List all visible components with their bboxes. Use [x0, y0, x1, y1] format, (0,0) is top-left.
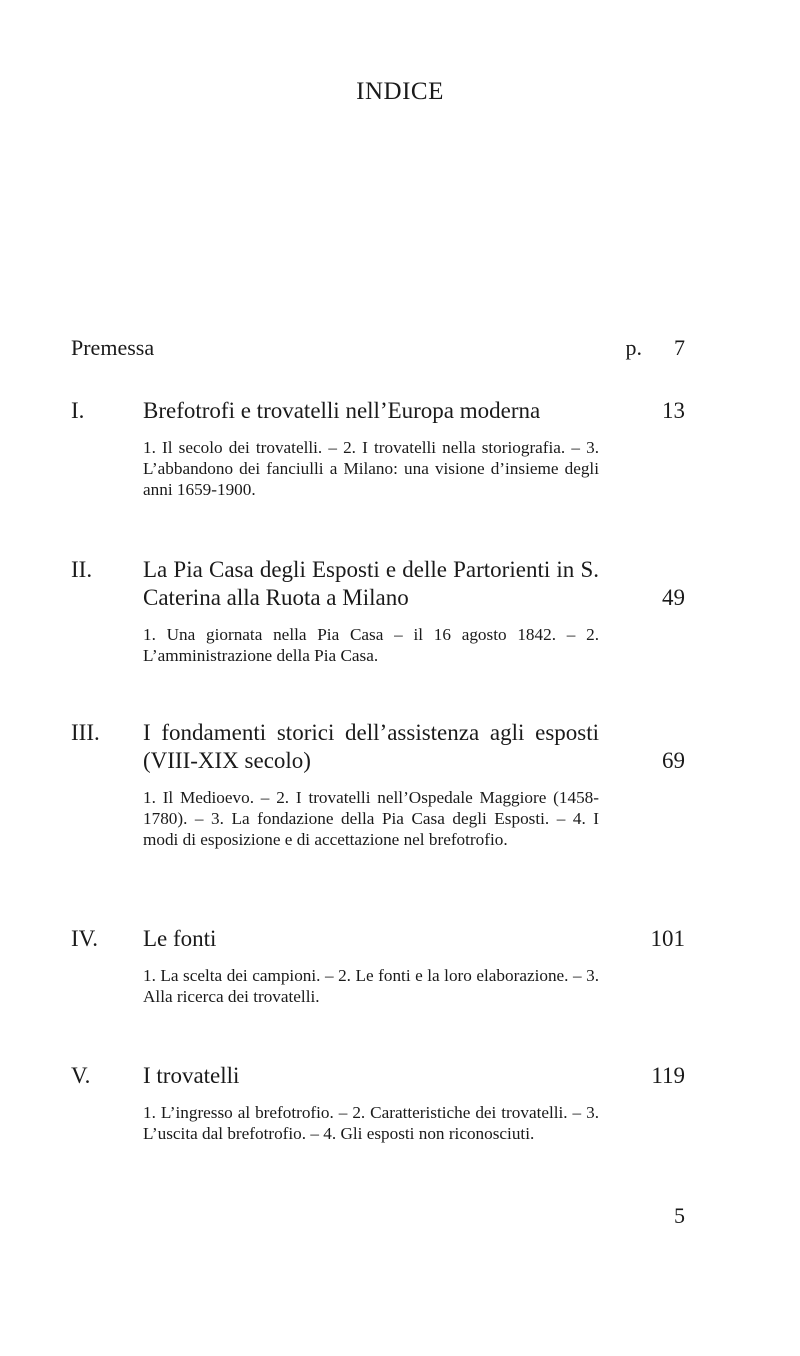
chapter-subsections: 1. Il Medioevo. – 2. I trovatelli nell’Ospedale Maggiore (1458-1780). – 3. La fondazione della Pia Casa degli Esposti. – 4. I modi di esposizione e di accettazione nel brefotrofio.	[143, 788, 599, 849]
chapter-title: Brefotrofi e trovatelli nell’Europa moderna	[143, 398, 541, 423]
chapter-number: II.	[71, 557, 93, 582]
chapter-page: 101	[650, 926, 685, 951]
chapter-number: IV.	[71, 926, 99, 951]
page-number: 5	[674, 1203, 685, 1228]
chapter-title: I fondamenti storici dell’assistenza agli esposti (VIII-XIX secolo)	[143, 720, 599, 773]
chapter-page: 119	[651, 1063, 685, 1088]
toc-chapter-5[interactable]	[71, 1062, 685, 1144]
toc-chapter-3[interactable]	[71, 719, 685, 850]
toc-chapter-4[interactable]	[71, 925, 685, 1007]
chapter-title: La Pia Casa degli Esposti e delle Partorienti in S. Caterina alla Ruota a Milano	[143, 557, 599, 610]
chapter-subsections: 1. Una giornata nella Pia Casa – il 16 agosto 1842. – 2. L’amministrazione della Pia Casa.	[143, 625, 599, 665]
chapter-subsections: 1. L’ingresso al brefotrofio. – 2. Caratteristiche dei trovatelli. – 3. L’uscita dal brefotrofio. – 4. Gli esposti non riconosciuti.	[143, 1103, 599, 1143]
chapter-title: Le fonti	[143, 926, 217, 951]
page-prefix: p.	[625, 335, 642, 360]
chapter-page: 49	[662, 585, 685, 610]
chapter-title: I trovatelli	[143, 1063, 240, 1088]
premessa-label: Premessa	[71, 335, 155, 360]
chapter-page: 69	[662, 748, 685, 773]
chapter-number: I.	[71, 398, 85, 423]
premessa-page-ref	[626, 335, 686, 361]
chapter-subsections: 1. La scelta dei campioni. – 2. Le fonti e la loro elaborazione. – 3. Alla ricerca dei trovatelli.	[143, 966, 599, 1006]
toc-entry-premessa[interactable]	[71, 335, 685, 361]
chapter-number: III.	[71, 720, 100, 745]
toc-chapter-2[interactable]	[71, 556, 685, 666]
chapter-page: 13	[662, 398, 685, 423]
page-title: INDICE	[356, 78, 444, 105]
premessa-page: 7	[674, 335, 685, 360]
chapter-number: V.	[71, 1063, 91, 1088]
chapter-subsections: 1. Il secolo dei trovatelli. – 2. I trovatelli nella storiografia. – 3. L’abbandono dei fanciulli a Milano: una visione d’insieme degli anni 1659-1900.	[143, 438, 599, 499]
toc-chapter-1[interactable]	[71, 397, 685, 500]
